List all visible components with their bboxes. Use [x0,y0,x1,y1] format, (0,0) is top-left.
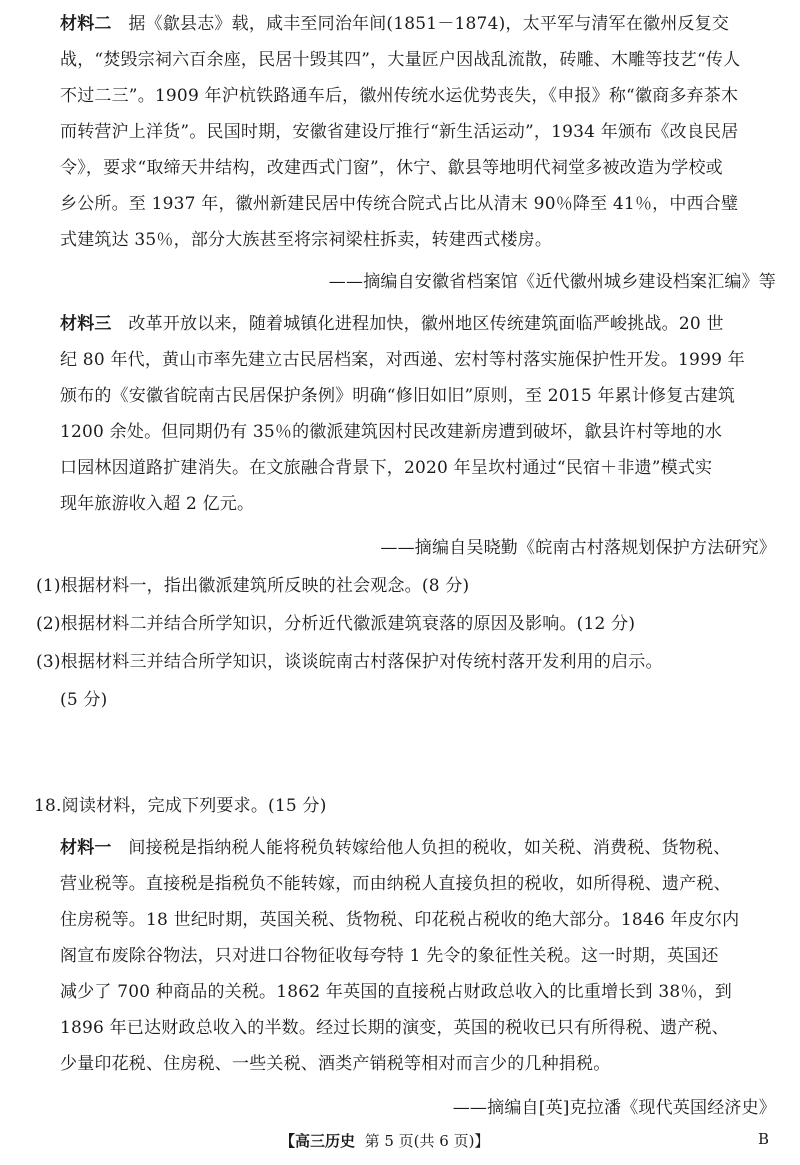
question-3: (3)根据材料三并结合所学知识，谈谈皖南古村落保护对传统村落开发利用的启示。 [36,652,663,672]
material2-line-3: 不过二三”。1909 年沪杭铁路通车后，徽州传统水运优势丧失，《申报》称“徽商多弃茶木 [60,86,739,106]
material2-line-2: 战，“焚毁宗祠六百余座，民居十毁其四”，大量匠户因战乱流散，砖雕、木雕等技艺“传人 [60,50,741,70]
q18-material1-line-6: 1896 年已达财政总收入的半数。经过长期的演变，英国的税收已只有所得税、遗产税、 [60,1018,729,1038]
q18-material1-text: 间接税是指纳税人能将税负转嫁给他人负担的税收，如关税、消费税、货物税、 [128,838,731,858]
q18-material1-line-4: 阁宣布废除谷物法，只对进口谷物征收每夸特 1 先令的象征性关税。这一时期，英国还 [60,946,719,966]
q18-material1-line-1 [60,838,730,858]
q18-material1-line-7: 少量印花税、住房税、一些关税、酒类产销税等相对而言少的几种捐税。 [60,1054,611,1074]
question-1: (1)根据材料一，指出徽派建筑所反映的社会观念。(8 分) [36,576,470,596]
material3-line-4: 1200 余处。但同期仍有 35％的徽派建筑因村民改建新房遭到破坏，歙县许村等地的水 [60,422,723,442]
material3-source: ——摘编自吴晓勤《皖南古村落规划保护方法研究》 [380,538,776,558]
material3-line-3: 颁布的《安徽省皖南古民居保护条例》明确“修旧如旧”原则，至 2015 年累计修复古建筑 [60,386,736,406]
footer-version: B [758,1130,770,1148]
question-3-score: (5 分) [60,690,108,710]
footer-label [280,1130,489,1151]
material2-line-6: 乡公所。至 1937 年，徽州新建民居中传统合院式占比从清末 90％降至 41％，中西合璧 [60,194,739,214]
material3-line-5: 口园林因道路扩建消失。在文旅融合背景下，2020 年呈坎村通过“民宿＋非遗”模式实 [60,458,713,478]
material3-line-1 [60,314,724,334]
material2-line-7: 式建筑达 35％，部分大族甚至将宗祠梁柱拆卖，转建西式楼房。 [60,230,553,250]
q18-prompt: 18.阅读材料，完成下列要求。(15 分) [34,796,327,816]
material2-line-1 [60,14,729,34]
footer-page-number: 第 5 页(共 6 页)】 [364,1132,490,1150]
q18-material1-line-5: 减少了 700 种商品的关税。1862 年英国的直接税占财政总收入的比重增长到 38％，到 [60,982,732,1002]
q18-source: ——摘编自[英]克拉潘《现代英国经济史》 [452,1098,776,1118]
q18-material1-line-2: 营业税等。直接税是指税负不能转嫁，而由纳税人直接负担的税收，如所得税、遗产税、 [60,874,731,894]
material3-heading: 材料三 [60,314,112,334]
material3-text: 改革开放以来，随着城镇化进程加快，徽州地区传统建筑面临严峻挑战。20 世 [128,314,724,334]
footer-subject: 【高三历史 [280,1132,356,1150]
question-2: (2)根据材料二并结合所学知识，分析近代徽派建筑衰落的原因及影响。(12 分) [36,614,636,634]
material2-heading: 材料二 [60,14,112,34]
material2-source: ——摘编自安徽省档案馆《近代徽州城乡建设档案汇编》等 [328,272,776,292]
material2-line-5: 令》，要求“取缔天井结构，改建西式门窗”，休宁、歙县等地明代祠堂多被改造为学校或 [60,158,723,178]
q18-material1-heading: 材料一 [60,838,112,858]
q18-material1-line-3: 住房税等。18 世纪时期，英国关税、货物税、印花税占税收的绝大部分。1846 年皮尔内 [60,910,740,930]
material2-text: 据《歙县志》载，咸丰至同治年间(1851－1874)，太平军与清军在徽州反复交 [128,14,730,34]
material2-line-4: 而转营沪上洋货”。民国时期，安徽省建设厅推行“新生活运动”，1934 年颁布《改良民居 [60,122,739,142]
material3-line-2: 纪 80 年代，黄山市率先建立古民居档案，对西递、宏村等村落实施保护性开发。1999 年 [60,350,745,370]
material3-line-6: 现年旅游收入超 2 亿元。 [60,494,255,514]
